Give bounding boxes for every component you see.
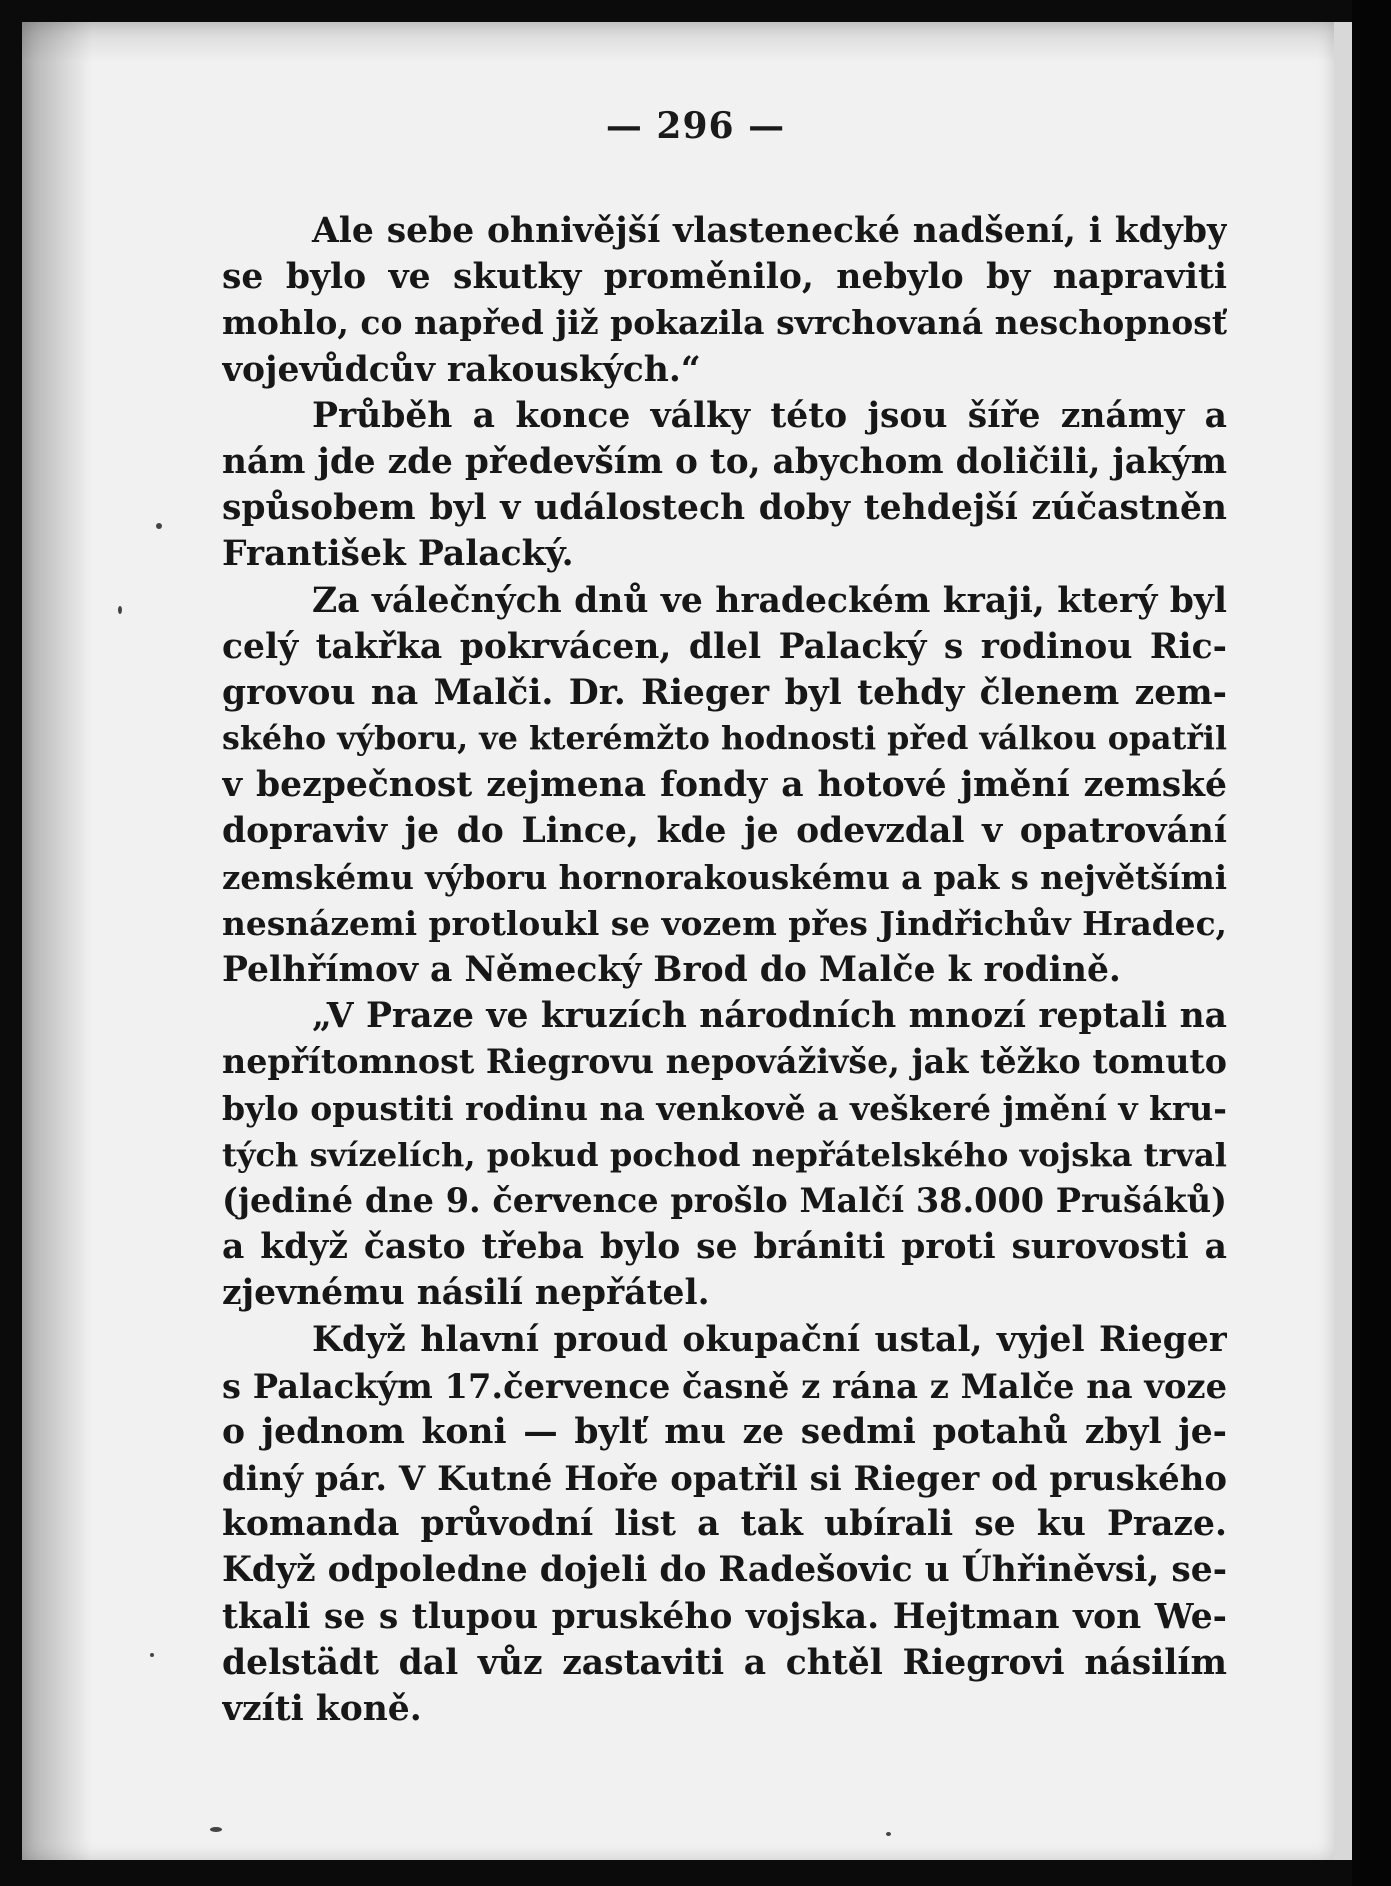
text-line: spůsobem byl v událostech doby tehdejší zúčastněn <box>222 488 1227 529</box>
text-line: a když často třeba bylo se brániti proti surovosti a <box>222 1227 1227 1268</box>
text-line: nám jde zde především o to, abychom doličili, jakým <box>222 441 1227 482</box>
page-edge <box>1334 22 1352 1860</box>
top-shadow <box>22 22 1334 62</box>
page-number: — 296 — <box>605 105 786 147</box>
text-line: ského výboru, ve kterémžto hodnosti před válkou opatřil <box>222 720 1227 758</box>
text-line: celý takřka pokrvácen, dlel Palacký s rodinou Ric- <box>222 626 1227 667</box>
speck <box>150 1653 154 1657</box>
text-line: Pelhřímov a Německý Brod do Malče k rodině. <box>222 950 1121 990</box>
text-line: František Palacký. <box>222 534 574 575</box>
text-line: tkali se s tlupou pruského vojska. Hejtman von We- <box>222 1596 1227 1637</box>
text-line: se bylo ve skutky proměnilo, nebylo by napraviti <box>222 257 1227 298</box>
body-text <box>222 208 1227 1732</box>
text-line: Průběh a konce války této jsou šíře známy a <box>312 395 1227 436</box>
text-line: zjevnému násilí nepřátel. <box>222 1273 710 1314</box>
text-line: o jednom koni — bylť mu ze sedmi potahů zbyl je- <box>222 1411 1227 1452</box>
speck <box>210 1827 222 1832</box>
text-line: nepřítomnost Riegrovu nepováživše, jak těžko tomuto <box>222 1042 1227 1082</box>
text-line: vzíti koně. <box>222 1689 422 1729</box>
text-line: (jediné dne 9. července prošlo Malčí 38.000 Prušáků) <box>222 1180 1227 1220</box>
speck <box>156 523 162 529</box>
text-line: Za válečných dnů ve hradeckém kraji, který byl <box>312 580 1227 621</box>
speck <box>886 1832 891 1836</box>
text-line: komanda průvodní list a tak ubírali se ku Praze. <box>222 1504 1227 1545</box>
text-line: delstädt dal vůz zastaviti a chtěl Riegrovi násilím <box>222 1642 1227 1683</box>
text-line: tých svízelích, pokud pochod nepřátelského vojska trval <box>222 1135 1227 1174</box>
text-line: vojevůdcův rakouských.“ <box>222 349 701 390</box>
text-line: dopraviv je do Lince, kde je odevzdal v opatrování <box>222 811 1227 852</box>
scan-border <box>1352 0 1391 1886</box>
text-line: Ale sebe ohnivější vlastenecké nadšení, i kdyby <box>312 211 1227 251</box>
text-line: Když odpoledne dojeli do Radešovic u Úhřiněvsi, se- <box>222 1550 1227 1591</box>
text-line: nesnázemi protloukl se vozem přes Jindřichův Hradec, <box>222 903 1227 943</box>
text-line: bylo opustiti rodinu na venkově a veškeré jmění v kru- <box>222 1088 1227 1128</box>
text-line: „V Praze ve kruzích národních mnozí reptali na <box>312 996 1227 1037</box>
speck <box>118 606 122 614</box>
gutter-shadow <box>22 22 92 1860</box>
text-line: zemskému výboru hornorakouskému a pak s největšími <box>222 858 1227 897</box>
text-line: diný pár. V Kutné Hoře opatřil si Rieger od pruského <box>222 1458 1227 1499</box>
text-line: v bezpečnost zejmena fondy a hotové jmění zemské <box>222 765 1227 806</box>
text-line: Když hlavní proud okupační ustal, vyjel Rieger <box>312 1319 1227 1360</box>
text-line: grovou na Malči. Dr. Rieger byl tehdy členem zem- <box>222 672 1227 713</box>
text-line: s Palackým 17.července časně z rána z Malče na voze <box>222 1365 1227 1406</box>
text-line: mohlo, co napřed již pokazila svrchovaná neschopnosť <box>222 303 1227 343</box>
